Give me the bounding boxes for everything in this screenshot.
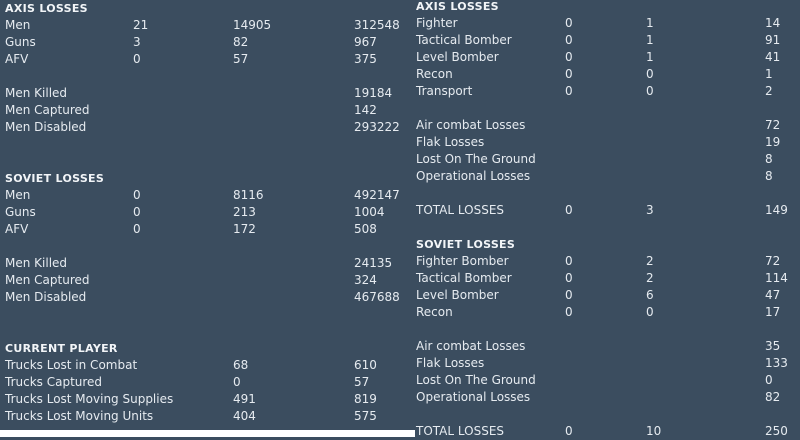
row-value-1: 0 xyxy=(133,205,141,219)
row-value-1: 0 xyxy=(565,67,573,81)
table-row xyxy=(416,270,800,287)
left-soviet-losses-section xyxy=(5,170,415,306)
row-value-3: 114 xyxy=(765,271,788,285)
row-value-1: 0 xyxy=(133,188,141,202)
total-value-3: 250 xyxy=(765,424,788,438)
summary-label: Men Disabled xyxy=(5,290,87,304)
summary-label: Men Captured xyxy=(5,103,90,117)
table-row xyxy=(416,287,800,304)
summary-value: 133 xyxy=(765,356,788,370)
table-row xyxy=(5,17,415,34)
summary-label: Air combat Losses xyxy=(416,339,526,353)
table-row xyxy=(5,221,415,238)
bottom-strip xyxy=(0,430,415,437)
summary-row xyxy=(5,85,415,102)
right-axis-losses-section xyxy=(416,0,800,219)
left-soviet-losses-title: SOVIET LOSSES xyxy=(5,172,105,185)
row-value-2: 8116 xyxy=(233,188,264,202)
row-label: Guns xyxy=(5,205,36,219)
summary-label: Men Killed xyxy=(5,256,68,270)
table-row xyxy=(416,304,800,321)
summary-row xyxy=(416,338,800,355)
row-value-2: 2 xyxy=(646,254,654,268)
right-axis-losses-title: AXIS LOSSES xyxy=(416,0,499,13)
row-value-1: 0 xyxy=(133,222,141,236)
summary-value: 19 xyxy=(765,135,781,149)
row-value-3: 57 xyxy=(354,375,370,389)
row-value-1: 21 xyxy=(133,18,149,32)
row-value-2: 2 xyxy=(646,271,654,285)
row-value-2: 1 xyxy=(646,16,654,30)
row-value-3: 14 xyxy=(765,16,781,30)
total-row xyxy=(416,423,800,440)
row-value-2: 68 xyxy=(233,358,249,372)
summary-row xyxy=(416,134,800,151)
table-row xyxy=(416,253,800,270)
row-label: Recon xyxy=(416,305,453,319)
summary-label: Air combat Losses xyxy=(416,118,526,132)
row-label: Trucks Captured xyxy=(5,375,103,389)
row-value-2: 57 xyxy=(233,52,249,66)
table-row xyxy=(5,374,415,391)
summary-label: Men Killed xyxy=(5,86,68,100)
summary-value: 8 xyxy=(765,152,773,166)
row-value-2: 0 xyxy=(646,305,654,319)
table-row xyxy=(416,49,800,66)
row-value-2: 491 xyxy=(233,392,256,406)
summary-value: 72 xyxy=(765,118,781,132)
summary-value: 82 xyxy=(765,390,781,404)
row-value-1: 3 xyxy=(133,35,141,49)
row-value-3: 17 xyxy=(765,305,781,319)
summary-value: 35 xyxy=(765,339,781,353)
row-value-2: 213 xyxy=(233,205,256,219)
row-label: Recon xyxy=(416,67,453,81)
summary-value: 24135 xyxy=(354,256,393,270)
row-value-1: 0 xyxy=(565,254,573,268)
summary-label: Lost On The Ground xyxy=(416,373,536,387)
summary-label: Men Captured xyxy=(5,273,90,287)
summary-label: Men Disabled xyxy=(5,120,87,134)
row-value-3: 575 xyxy=(354,409,377,423)
row-label: Transport xyxy=(416,84,473,98)
row-value-1: 0 xyxy=(565,33,573,47)
summary-row xyxy=(5,272,415,289)
row-label: Trucks Lost in Combat xyxy=(5,358,138,372)
table-row xyxy=(5,408,415,425)
row-label: AFV xyxy=(5,52,29,66)
total-label: TOTAL LOSSES xyxy=(416,203,505,217)
row-value-3: 47 xyxy=(765,288,781,302)
row-value-3: 967 xyxy=(354,35,377,49)
row-label: Guns xyxy=(5,35,36,49)
row-value-1: 0 xyxy=(565,271,573,285)
summary-row xyxy=(416,355,800,372)
row-value-1: 0 xyxy=(565,288,573,302)
row-value-3: 819 xyxy=(354,392,377,406)
summary-row xyxy=(416,117,800,134)
summary-label: Lost On The Ground xyxy=(416,152,536,166)
row-value-3: 91 xyxy=(765,33,781,47)
row-label: Trucks Lost Moving Units xyxy=(5,409,154,423)
summary-label: Flak Losses xyxy=(416,356,485,370)
row-value-3: 312548 xyxy=(354,18,400,32)
row-label: Trucks Lost Moving Supplies xyxy=(5,392,174,406)
table-row xyxy=(5,51,415,68)
summary-row xyxy=(416,151,800,168)
row-label: AFV xyxy=(5,222,29,236)
summary-row xyxy=(5,289,415,306)
table-row xyxy=(5,204,415,221)
row-label: Tactical Bomber xyxy=(416,271,512,285)
row-value-3: 2 xyxy=(765,84,773,98)
row-value-3: 492147 xyxy=(354,188,400,202)
row-value-3: 72 xyxy=(765,254,781,268)
summary-label: Operational Losses xyxy=(416,390,531,404)
table-row xyxy=(416,15,800,32)
row-value-2: 0 xyxy=(646,67,654,81)
total-value-2: 3 xyxy=(646,203,654,217)
row-value-2: 1 xyxy=(646,50,654,64)
total-value-1: 0 xyxy=(565,203,573,217)
summary-value: 142 xyxy=(354,103,377,117)
table-row xyxy=(5,34,415,51)
row-value-2: 0 xyxy=(233,375,241,389)
row-value-1: 0 xyxy=(565,305,573,319)
row-value-2: 14905 xyxy=(233,18,272,32)
row-value-1: 0 xyxy=(565,84,573,98)
row-value-2: 172 xyxy=(233,222,256,236)
row-label: Level Bomber xyxy=(416,288,499,302)
summary-value: 19184 xyxy=(354,86,393,100)
summary-row xyxy=(416,168,800,185)
summary-row xyxy=(5,255,415,272)
table-row xyxy=(416,83,800,100)
table-row xyxy=(5,187,415,204)
left-axis-losses-section xyxy=(5,0,415,136)
total-value-3: 149 xyxy=(765,203,788,217)
row-label: Level Bomber xyxy=(416,50,499,64)
total-value-1: 0 xyxy=(565,424,573,438)
summary-row xyxy=(5,119,415,136)
right-soviet-losses-section xyxy=(416,236,800,440)
row-label: Fighter Bomber xyxy=(416,254,509,268)
table-row xyxy=(5,357,415,374)
summary-value: 0 xyxy=(765,373,773,387)
row-value-3: 375 xyxy=(354,52,377,66)
table-row xyxy=(416,66,800,83)
total-value-2: 10 xyxy=(646,424,662,438)
summary-value: 8 xyxy=(765,169,773,183)
summary-label: Operational Losses xyxy=(416,169,531,183)
row-value-3: 1004 xyxy=(354,205,385,219)
row-label: Fighter xyxy=(416,16,458,30)
summary-value: 293222 xyxy=(354,120,400,134)
total-row xyxy=(416,202,800,219)
table-row xyxy=(416,32,800,49)
current-player-section xyxy=(5,340,415,425)
row-value-1: 0 xyxy=(565,50,573,64)
summary-label: Flak Losses xyxy=(416,135,485,149)
row-value-2: 6 xyxy=(646,288,654,302)
row-label: Men xyxy=(5,18,31,32)
summary-value: 324 xyxy=(354,273,377,287)
row-label: Tactical Bomber xyxy=(416,33,512,47)
row-value-2: 0 xyxy=(646,84,654,98)
row-value-3: 1 xyxy=(765,67,773,81)
current-player-title: CURRENT PLAYER xyxy=(5,342,118,355)
summary-row xyxy=(416,389,800,406)
summary-value: 467688 xyxy=(354,290,400,304)
row-label: Men xyxy=(5,188,31,202)
right-soviet-losses-title: SOVIET LOSSES xyxy=(416,238,516,251)
row-value-2: 82 xyxy=(233,35,249,49)
summary-row xyxy=(416,372,800,389)
row-value-2: 404 xyxy=(233,409,256,423)
row-value-3: 41 xyxy=(765,50,781,64)
row-value-3: 610 xyxy=(354,358,377,372)
left-axis-losses-title: AXIS LOSSES xyxy=(5,2,88,15)
summary-row xyxy=(5,102,415,119)
total-label: TOTAL LOSSES xyxy=(416,424,505,438)
row-value-1: 0 xyxy=(565,16,573,30)
row-value-2: 1 xyxy=(646,33,654,47)
row-value-1: 0 xyxy=(133,52,141,66)
table-row xyxy=(5,391,415,408)
row-value-3: 508 xyxy=(354,222,377,236)
